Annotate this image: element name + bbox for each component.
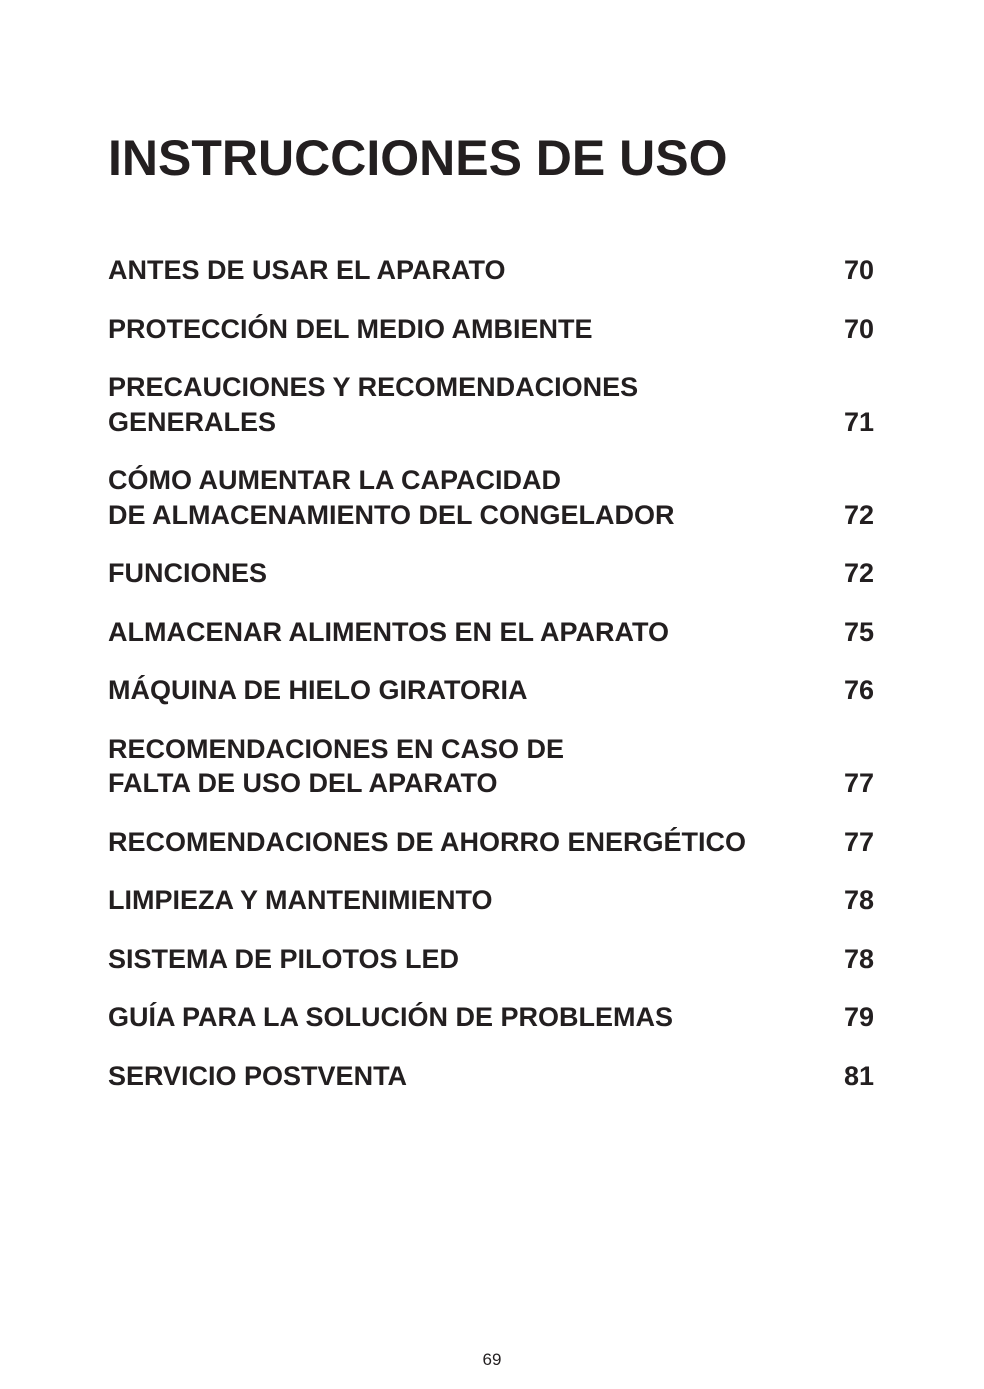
page-number: 69 <box>482 1350 502 1369</box>
toc-entry-page: 79 <box>843 1002 874 1032</box>
toc-entry-title-line: RECOMENDACIONES EN CASO DE <box>108 733 565 764</box>
toc-entry-title-line: PROTECCIÓN DEL MEDIO AMBIENTE <box>108 313 593 344</box>
toc-entry-page: 81 <box>843 1060 874 1091</box>
toc-entry-page: 78 <box>843 943 874 974</box>
toc-entry-page: 75 <box>843 616 874 647</box>
toc-entry-title-line: GENERALES <box>108 406 277 437</box>
toc-entry-page: 70 <box>843 255 874 285</box>
toc-entry-title <box>108 1000 673 1035</box>
table-of-contents <box>108 253 874 1117</box>
toc-entry-title-line: RECOMENDACIONES DE AHORRO ENERGÉTICO <box>108 826 747 857</box>
toc-entry-title <box>108 615 669 650</box>
page-title: INSTRUCCIONES DE USO <box>108 130 728 186</box>
toc-entry-title <box>108 370 638 439</box>
toc-entry-title <box>108 1059 407 1094</box>
toc-entry-capacidad-congelador[interactable] <box>108 463 874 532</box>
toc-entry-title <box>108 942 459 977</box>
toc-entry-almacenar-alimentos[interactable] <box>108 615 874 650</box>
toc-entry-title <box>108 673 528 708</box>
toc-entry-title <box>108 732 564 801</box>
toc-entry-title <box>108 883 493 918</box>
toc-entry-title-line: SERVICIO POSTVENTA <box>108 1060 408 1091</box>
toc-entry-title-line: MÁQUINA DE HIELO GIRATORIA <box>108 675 528 705</box>
toc-entry-title <box>108 556 267 591</box>
toc-entry-solucion-problemas[interactable] <box>108 1000 874 1035</box>
toc-entry-title-line: ANTES DE USAR EL APARATO <box>108 255 506 285</box>
toc-entry-proteccion-medio-ambiente[interactable] <box>108 312 874 347</box>
toc-entry-page: 77 <box>843 826 874 857</box>
toc-entry-title <box>108 463 675 532</box>
toc-entry-page: 72 <box>843 499 874 530</box>
toc-entry-title <box>108 825 746 860</box>
toc-entry-page: 72 <box>843 558 874 588</box>
toc-entry-title-line: GUÍA PARA LA SOLUCIÓN DE PROBLEMAS <box>108 1002 674 1032</box>
toc-entry-title-line: LIMPIEZA Y MANTENIMIENTO <box>108 885 493 915</box>
toc-entry-funciones[interactable] <box>108 556 874 591</box>
toc-entry-title-line: PRECAUCIONES Y RECOMENDACIONES <box>108 372 639 402</box>
toc-entry-servicio-postventa[interactable] <box>108 1059 874 1094</box>
toc-entry-page: 77 <box>843 768 874 798</box>
toc-entry-title-line: ALMACENAR ALIMENTOS EN EL APARATO <box>108 616 670 647</box>
toc-entry-precauciones[interactable] <box>108 370 874 439</box>
toc-entry-title-line: DE ALMACENAMIENTO DEL CONGELADOR <box>108 499 675 530</box>
toc-entry-ahorro-energetico[interactable] <box>108 825 874 860</box>
toc-entry-maquina-hielo[interactable] <box>108 673 874 708</box>
toc-entry-pilotos-led[interactable] <box>108 942 874 977</box>
toc-entry-title <box>108 253 506 288</box>
toc-entry-page: 71 <box>843 406 874 437</box>
toc-entry-antes-de-usar[interactable] <box>108 253 874 288</box>
toc-entry-title <box>108 312 593 347</box>
toc-entry-title-line: SISTEMA DE PILOTOS LED <box>108 943 460 974</box>
toc-entry-page: 70 <box>843 313 874 344</box>
toc-entry-page: 78 <box>843 885 874 915</box>
toc-entry-title-line: FALTA DE USO DEL APARATO <box>108 768 498 798</box>
toc-entry-page: 76 <box>843 675 874 705</box>
toc-entry-limpieza[interactable] <box>108 883 874 918</box>
toc-entry-falta-de-uso[interactable] <box>108 732 874 801</box>
toc-entry-title-line: FUNCIONES <box>108 558 268 588</box>
toc-entry-title-line: CÓMO AUMENTAR LA CAPACIDAD <box>108 465 561 495</box>
